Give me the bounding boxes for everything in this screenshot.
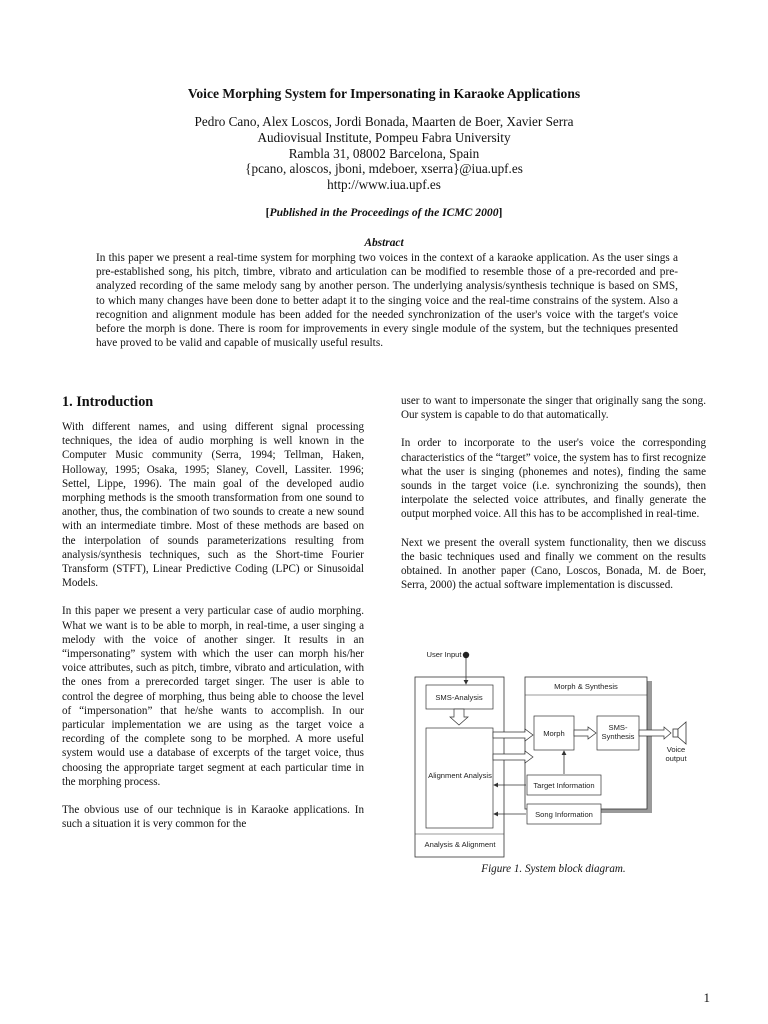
page-number: 1 (703, 990, 710, 1005)
system-block-diagram (410, 646, 710, 860)
publication-venue: Published in the Proceedings of the ICMC 2000 (269, 206, 499, 219)
figure-caption: Figure 1. System block diagram. (481, 863, 626, 875)
publication-bracket-close: ] (498, 206, 503, 219)
sms-synthesis-label-2: Synthesis (601, 732, 635, 741)
user-input-label: User Input (426, 650, 462, 659)
paragraph: In this paper we present a very particular case of audio morphing. What we want is to be able to morph, in real-time, a user singing a melody with the voice of another singer. It results in an “impersonating” system with which the user can morph his/her voice attributes, such as pitch, timbre, vibrato and articulation, with the ones from a prerecorded target singer. The user is able to control the degree of morphing, thus being able to choose the level of “impersonation” that he/she wants to accomplish. In our particular implementation we are using as the target voice a recording of the complete song to be morphed. A more useful system would use a database of excerpts of the target voice, thus choosing the appropriate target segment at each particular time in the morphing process. (62, 605, 364, 788)
morph-label: Morph (543, 729, 565, 738)
right-column (401, 394, 706, 606)
voice-output-label-2: output (665, 754, 687, 763)
section-heading-introduction: 1. Introduction (62, 394, 154, 410)
paragraph: In order to incorporate to the user's voice the corresponding characteristics of the “target” voice, the system has to first recognize what the user is singing (phonemes and notes), finding the same sounds in the target voice (i.e. synchronizing the sounds), then interpolate the selected voice attributes, and finally generate the output morphed voice. All this has to be accomplished in real-time. (401, 437, 706, 521)
morph-synthesis-label: Morph & Synthesis (554, 682, 618, 691)
abstract-text: In this paper we present a real-time system for morphing two voices in the context of a karaoke application. As the user sings a pre-established song, his pitch, timbre, vibrato and articulation can be modified to resemble those of a pre-recorded and pre-analyzed recording of the same melody sang by another person. The underlying analysis/synthesis technique is based on SMS, to which many changes have been done to better adapt it to the singing voice and the real-time constrains of the system. Also a recognition and alignment module has been added for the needed synchronization of the user's voice with the target's voice before the morph is done. There is room for improvements in every single module of the system, but the techniques presented have proved to be valid and capable of musically useful results. (96, 252, 678, 350)
author-names: Pedro Cano, Alex Loscos, Jordi Bonada, Maarten de Boer, Xavier Serra (194, 114, 574, 129)
alignment-analysis-label: Alignment Analysis (428, 771, 492, 780)
microphone-icon (463, 652, 469, 658)
left-column (62, 420, 364, 845)
paragraph: user to want to impersonate the singer that originally sang the song. Our system is capable to do that automatically. (401, 395, 706, 422)
song-information-label: Song Information (535, 810, 593, 819)
author-affiliation: Audiovisual Institute, Pompeu Fabra University (257, 129, 511, 145)
abstract-heading: Abstract (364, 237, 404, 249)
author-website: http://www.iua.upf.es (327, 177, 441, 193)
paragraph: The obvious use of our technique is in Karaoke applications. In such a situation it is very common for the (62, 804, 364, 831)
voice-output-label-1: Voice (666, 745, 686, 754)
target-information-label: Target Information (533, 781, 595, 790)
author-emails: {pcano, aloscos, jboni, mdeboer, xserra}@iua.upf.es (245, 161, 523, 177)
analysis-alignment-label: Analysis & Alignment (424, 840, 496, 849)
block-diagram-svg (410, 646, 710, 860)
publication-note (0, 206, 768, 219)
publication-bracket-open: [ (265, 206, 270, 219)
speaker-icon (673, 722, 686, 744)
author-address: Rambla 31, 08002 Barcelona, Spain (288, 145, 480, 161)
paragraph: With different names, and using different signal processing techniques, the idea of audio morphing is well known in the Computer Music community (Serra, 1994; Tellman, Haken, Holloway, 1995; Osaka, 1995; Slaney, Covell, Lassiter. 1996; Settel, Lippe, 1996). The main goal of the developed audio morphing methods is the smooth transformation from one sound to another, thus, the combination of two sounds to create a new sound with an intermediate timbre. Most of these methods are based on the interpolation of sounds parameterizations resulting from analysis/synthesis techniques, such as the Short-time Fourier Transform (STFT), Linear Predictive Coding (LPC) or Sinusoidal Models. (62, 421, 364, 590)
paper-title: Voice Morphing System for Impersonating in Karaoke Applications (187, 86, 581, 101)
sms-analysis-label: SMS-Analysis (435, 693, 483, 702)
author-block (0, 114, 768, 193)
sms-synthesis-label-1: SMS- (608, 723, 628, 732)
paragraph: Next we present the overall system functionality, then we discuss the basic techniques used and finally we comment on the results obtained. In another paper (Cano, Loscos, Bonada, M. de Boer, Serra, 2000) the actual software implementation is discussed. (401, 536, 706, 592)
